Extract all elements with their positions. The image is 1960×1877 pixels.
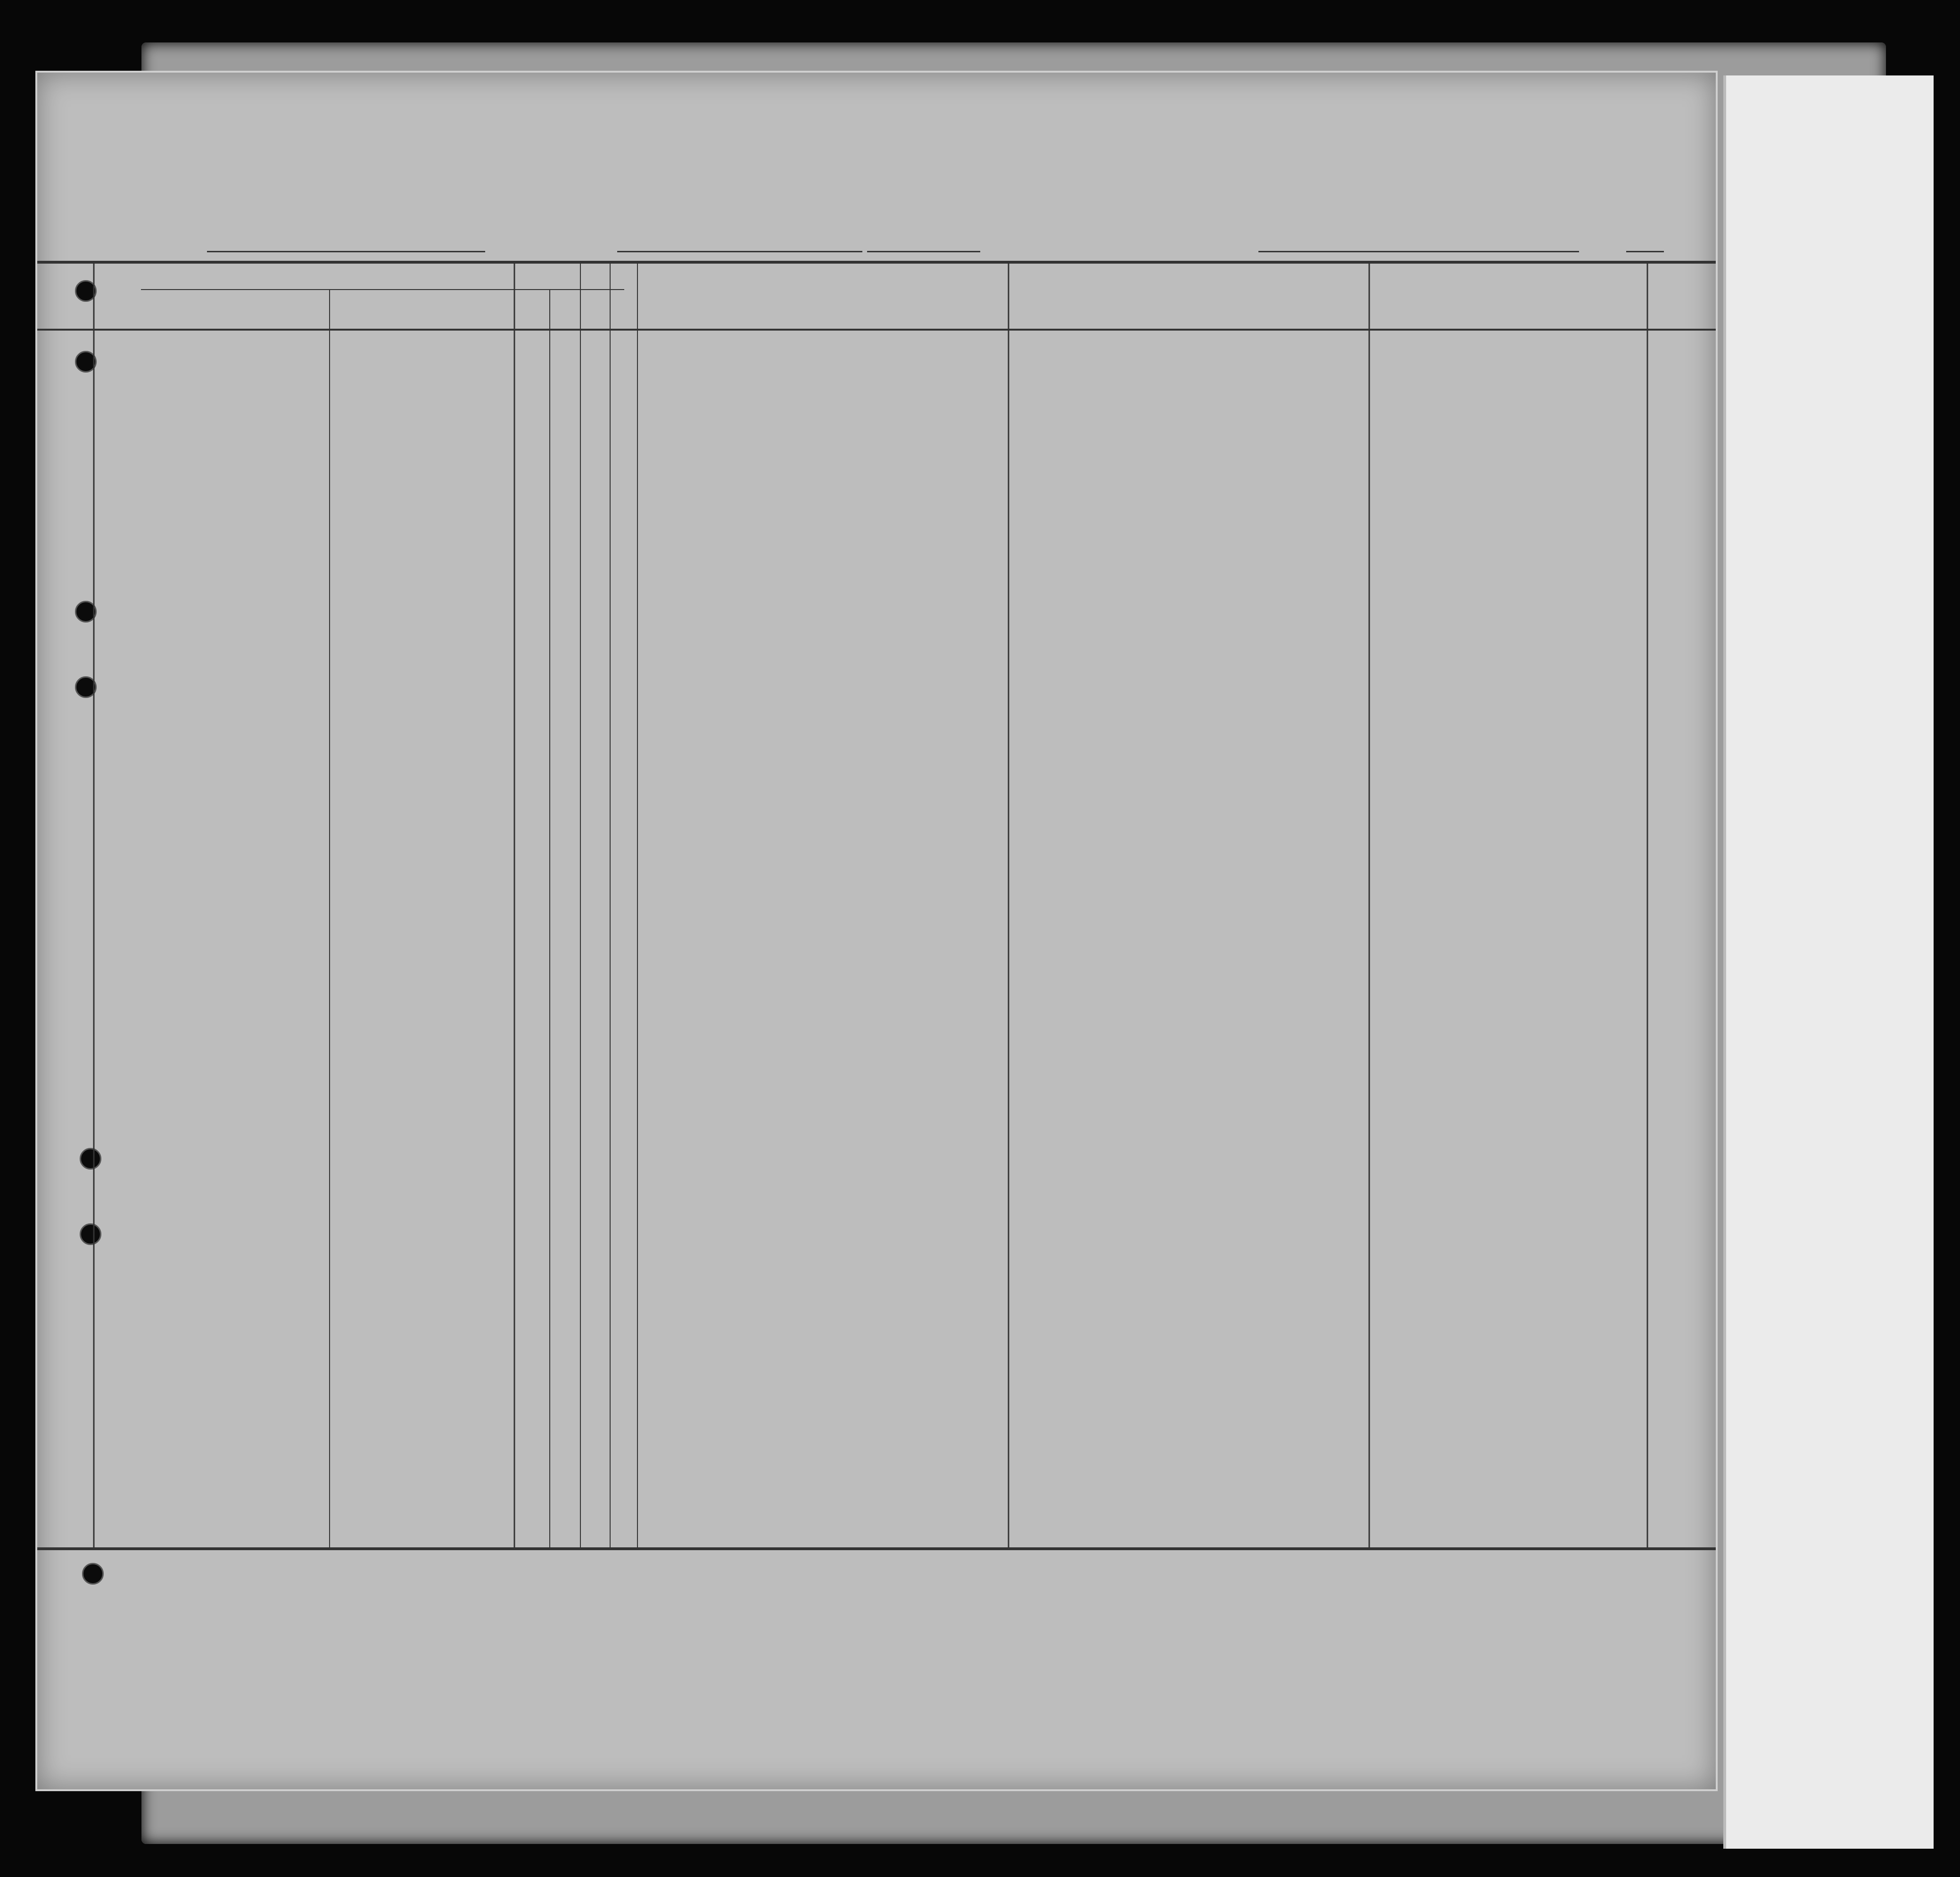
next-page	[1723, 75, 1934, 1849]
manifest-sheet	[35, 71, 1718, 1791]
table-grid	[37, 73, 1716, 1789]
